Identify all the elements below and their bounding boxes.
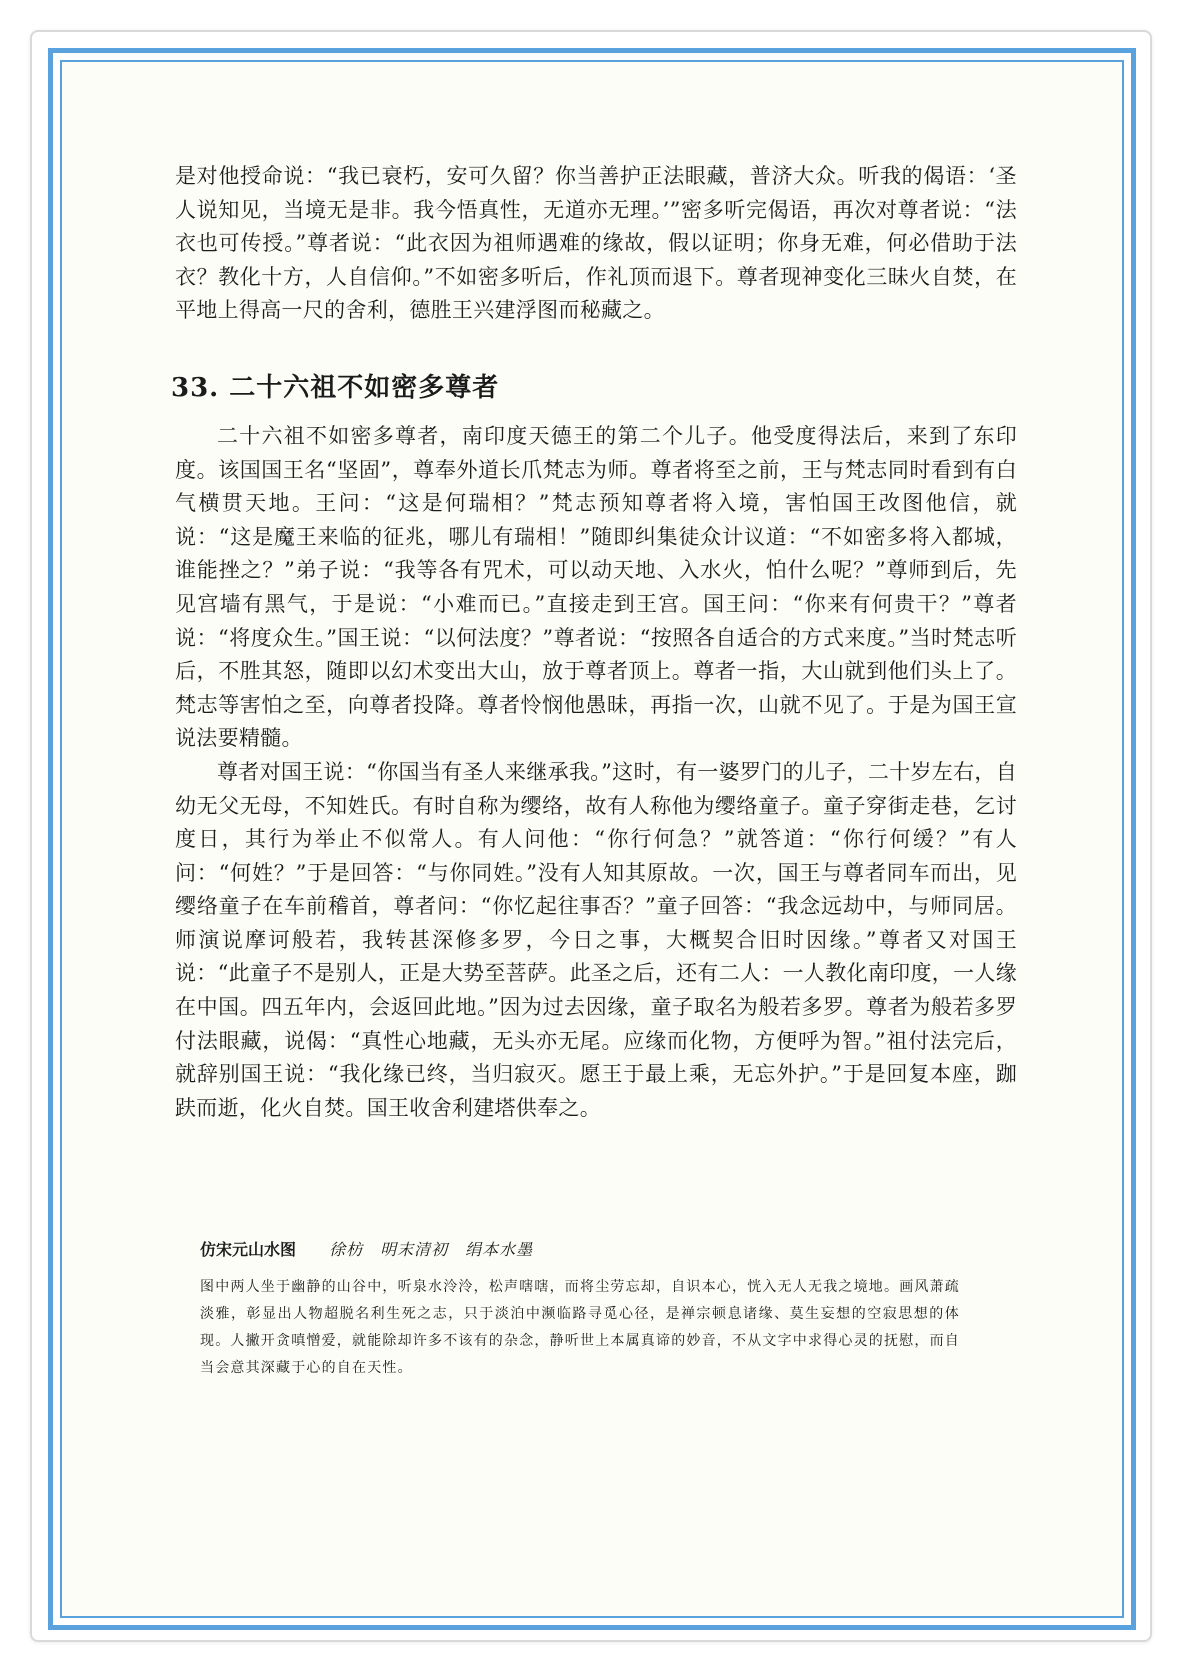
section-paragraph-2: 尊者对国王说：“你国当有圣人来继承我。”这时，有一婆罗门的儿子，二十岁左右，自幼无父无母，不知姓氏。有时自称为缨络，故有人称他为缨络童子。童子穿街走巷，乞讨度日，其行为举止不似常人。有人问他：“你行何急？”就答道：“你行何缓？”有人问：“何姓？”于是回答：“与你同姓。”没有人知其原故。一次，国王与尊者同车而出，见缨络童子在车前稽首，尊者问：“你忆起往事否？”童子回答：“我念远劫中，与师同居。师演说摩诃般若，我转甚深修多罗，今日之事，大概契合旧时因缘。”尊者又对国王说：“此童子不是别人，正是大势至菩萨。此圣之后，还有二人：一人教化南印度，一人缘在中国。四五年内，会返回此地。”因为过去因缘，童子取名为般若多罗。尊者为般若多罗付法眼藏，说偈：“真性心地藏，无头亦无尾。应缘而化物，方便呼为智。”祖付法完后，就辞别国王说：“我化缘已终，当归寂灭。愿王于最上乘，无忘外护。”于是回复本座，跏趺而逝，化火自焚。国王收舍利建塔供奉之。 <box>175 759 1017 1120</box>
section-title: 33. 二十六祖不如密多尊者 <box>171 372 500 403</box>
caption-title: 仿宋元山水图 <box>200 1240 297 1259</box>
section-paragraph-1: 二十六祖不如密多尊者，南印度天德王的第二个儿子。他受度得法后，来到了东印度。该国国王名“坚固”，尊奉外道长爪梵志为师。尊者将至之前，王与梵志同时看到有白气横贯天地。王问：“这是何瑞相？”梵志预知尊者将入境，害怕国王改图他信，就说：“这是魔王来临的征兆，哪儿有瑞相！”随即纠集徒众计议道：“不如密多将入都城，谁能挫之？”弟子说：“我等各有咒术，可以动天地、入水火，怕什么呢？”尊师到后，先见宫墙有黑气，于是说：“小难而已。”直接走到王宫。国王问：“你来有何贵干？”尊者说：“将度众生。”国王说：“以何法度？”尊者说：“按照各自适合的方式来度。”当时梵志听后，不胜其怒，随即以幻术变出大山，放于尊者顶上。尊者一指，大山就到他们头上了。梵志等害怕之至，向尊者投降。尊者怜悯他愚昧，再指一次，山就不见了。于是为国王宣说法要精髓。 <box>175 423 1017 751</box>
page-content <box>171 160 1017 1125</box>
intro-paragraph: 是对他授命说：“我已衰朽，安可久留？你当善护正法眼藏，普济大众。听我的偈语：‘圣人说知见，当境无是非。我今悟真性，无道亦无理。’”密多听完偈语，再次对尊者说：“法衣也可传授。”尊者说：“此衣因为祖师遇难的缘故，假以证明；你身无难，何必借助于法衣？教化十方，人自信仰。”不如密多听后，作礼顶而退下。尊者现神变化三昧火自焚，在平地上得高一尺的舍利，德胜王兴建浮图而秘藏之。 <box>175 164 1017 323</box>
caption-meta: 徐枋 明末清初 绢本水墨 <box>329 1240 534 1259</box>
figure-caption <box>200 1238 960 1382</box>
caption-header <box>200 1238 960 1262</box>
caption-text: 图中两人坐于幽静的山谷中，听泉水泠泠，松声嗐嗐，而将尘劳忘却，自识本心，恍入无人无我之境地。画风萧疏淡雅，彰显出人物超脱名利生死之志，只于淡泊中濒临路寻觅心径，是禅宗顿息诸缘、莫生妄想的空寂思想的体现。人撇开贪嗔憎爱，就能除却许多不该有的杂念，静听世上本属真谛的妙音，不从文字中求得心灵的抚慰，而自当会意其深藏于心的自在天性。 <box>200 1279 960 1376</box>
